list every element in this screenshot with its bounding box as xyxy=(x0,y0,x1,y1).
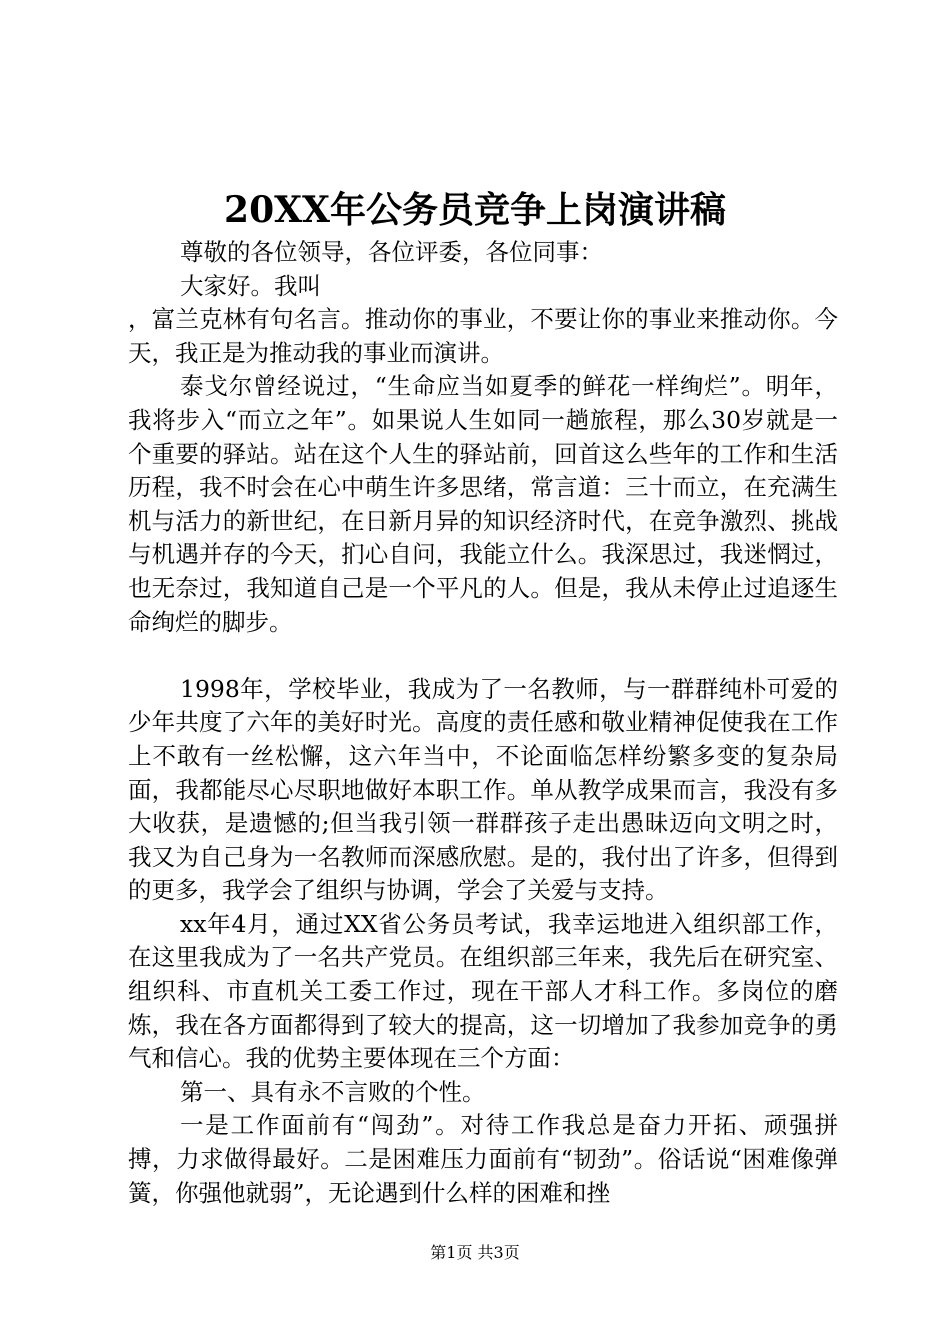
greeting-paragraph: 大家好。我叫 xyxy=(180,271,321,300)
body-paragraph: 一是工作面前有“闯劲”。对待工作我总是奋力开拓、顽强拼搏，力求做得最好。二是困难压力面前有“韧劲”。俗话说“困难像弹簧，你强他就弱”，无论遇到什么样的困难和挫 xyxy=(128,1111,838,1207)
page-footer: 第1页 共3页 xyxy=(430,1243,520,1262)
document-title: 20XX年公务员竞争上岗演讲稿 xyxy=(224,189,726,231)
intro-paragraph: ，富兰克林有句名言。推动你的事业，不要让你的事业来推动你。今天，我正是为推动我的事业而演讲。 xyxy=(128,305,838,367)
body-paragraph: xx年4月，通过XX省公务员考试，我幸运地进入组织部工作，在这里我成为了一名共产党员。在组织部三年来，我先后在研究室、组织科、市直机关工委工作过，现在干部人才科工作。多岗位的磨炼，我在各方面都得到了较大的提高，这一切增加了我参加竞争的勇气和信心。我的优势主要体现在三个方面： xyxy=(128,909,838,1073)
salutation-paragraph: 尊敬的各位领导，各位评委，各位同事： xyxy=(180,238,603,266)
body-paragraph: 1998年，学校毕业，我成为了一名教师，与一群群纯朴可爱的少年共度了六年的美好时光。高度的责任感和敬业精神促使我在工作上不敢有一丝松懈，这六年当中，不论面临怎样纷繁多变的复杂局面，我都能尽心尽职地做好本职工作。单从教学成果而言，我没有多大收获，是遗憾的;但当我引领一群群孩子走出愚昧迈向文明之时，我又为自己身为一名教师而深感欣慰。是的，我付出了许多，但得到的更多，我学会了组织与协调，学会了关爱与支持。 xyxy=(128,674,838,905)
section-heading: 第一、具有永不言败的个性。 xyxy=(180,1077,486,1106)
body-paragraph: 泰戈尔曾经说过，“生命应当如夏季的鲜花一样绚烂”。明年，我将步入“而立之年”。如果说人生如同一趟旅程，那么30岁就是一个重要的驿站。站在这个人生的驿站前，回首这么些年的工作和生活历程，我不时会在心中萌生许多思绪，常言道：三十而立，在充满生机与活力的新世纪，在日新月异的知识经济时代，在竞争激烈、挑战与机遇并存的今天，扪心自问，我能立什么。我深思过，我迷惘过，也无奈过，我知道自己是一个平凡的人。但是，我从未停止过追逐生命绚烂的脚步。 xyxy=(128,372,838,636)
document-body xyxy=(128,236,838,1210)
